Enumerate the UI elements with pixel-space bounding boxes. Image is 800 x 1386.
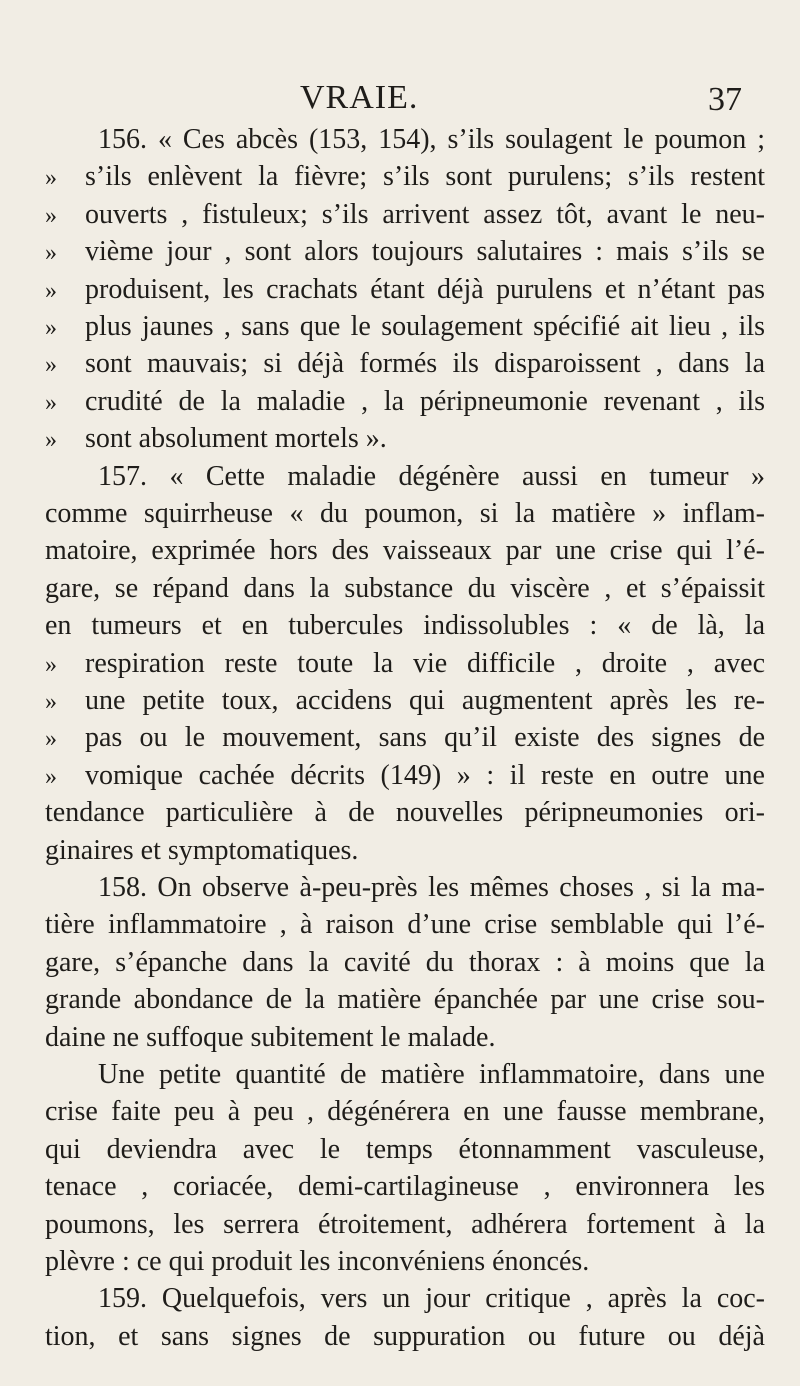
guillemet-mark: »: [45, 240, 57, 267]
text-line: [45, 159, 765, 195]
line-text: tenace , coriacée, demi-cartilagineuse , environnera les: [45, 1171, 765, 1203]
text-line: [45, 346, 765, 382]
guillemet-mark: »: [45, 763, 57, 790]
line-text: poumons, les serrera étroitement, adhérera fortement à la: [45, 1208, 765, 1240]
text-line: [45, 795, 765, 831]
guillemet-mark: »: [45, 427, 57, 454]
text-line: [98, 870, 765, 906]
running-title: VRAIE.: [300, 79, 419, 116]
guillemet-mark: »: [45, 352, 57, 379]
guillemet-mark: »: [45, 165, 57, 192]
guillemet-mark: »: [45, 651, 57, 678]
guillemet-mark: »: [45, 277, 57, 304]
text-line: [45, 309, 765, 345]
text-line: [45, 421, 765, 457]
line-text: gare, se répand dans la substance du viscère , et s’épaissit: [45, 572, 765, 604]
line-text: crudité de la maladie , la péripneumonie revenant , ils: [85, 385, 765, 417]
line-text: s’ils enlèvent la fièvre; s’ils sont purulens; s’ils restent: [85, 161, 765, 193]
guillemet-mark: »: [45, 689, 57, 715]
line-text: ginaires et symptomatiques.: [45, 834, 359, 866]
line-text: ouverts , fistuleux; s’ils arrivent assez tôt, avant le neu-: [85, 198, 765, 230]
text-line: [45, 907, 765, 943]
text-line: [98, 1281, 765, 1317]
line-text: pas ou le mouvement, sans qu’il existe des signes de: [85, 722, 765, 754]
text-line: [45, 720, 765, 756]
line-text: tion, et sans signes de suppuration ou future ou déjà: [45, 1320, 765, 1352]
line-text: 156. « Ces abcès (153, 154), s’ils soulagent le poumon ;: [98, 124, 765, 155]
text-line: [45, 496, 765, 532]
line-text: qui deviendra avec le temps étonnamment vasculeuse,: [45, 1133, 765, 1165]
text-line: [45, 533, 765, 569]
line-text: vomique cachée décrits (149) » : il reste en outre une: [85, 759, 765, 791]
text-line: [45, 833, 765, 869]
line-text: daine ne suffoque subitement le malade.: [45, 1021, 496, 1053]
text-line: [98, 1057, 765, 1093]
text-line: [45, 683, 765, 719]
line-text: Une petite quantité de matière inflammatoire, dans une: [98, 1059, 765, 1090]
text-line: [45, 945, 765, 981]
text-line: [45, 197, 765, 233]
line-text: 157. « Cette maladie dégénère aussi en tumeur »: [98, 460, 765, 492]
line-text: crise faite peu à peu , dégénérera en une fausse membrane,: [45, 1096, 765, 1128]
line-text: sont absolument mortels ».: [85, 423, 387, 455]
text-line: [45, 1020, 765, 1056]
line-text: plèvre : ce qui produit les inconvéniens énoncés.: [45, 1246, 590, 1277]
text-line: [45, 272, 765, 308]
text-line: [45, 384, 765, 420]
line-text: 159. Quelquefois, vers un jour critique , après la coc-: [98, 1283, 765, 1315]
line-text: plus jaunes , sans que le soulagement spécifié ait lieu , ils: [85, 311, 765, 342]
text-line: [45, 571, 765, 607]
line-text: respiration reste toute la vie difficile , droite , avec: [85, 647, 765, 679]
line-text: vième jour , sont alors toujours salutaires : mais s’ils se: [85, 236, 765, 268]
line-text: sont mauvais; si déjà formés ils disparoissent , dans la: [85, 348, 765, 380]
text-line: [45, 758, 765, 794]
text-line: [45, 1169, 765, 1205]
text-line: [98, 459, 765, 495]
text-line: [45, 1207, 765, 1243]
guillemet-mark: »: [45, 389, 57, 416]
guillemet-mark: »: [45, 315, 57, 341]
line-text: tière inflammatoire , à raison d’une crise semblable qui l’é-: [45, 909, 765, 941]
line-text: gare, s’épanche dans la cavité du thorax : à moins que la: [45, 946, 765, 978]
page-header: [0, 78, 800, 118]
guillemet-mark: »: [45, 202, 57, 229]
line-text: grande abondance de la matière épanchée par une crise sou-: [45, 984, 765, 1016]
text-line: [45, 608, 765, 644]
line-text: comme squirrheuse « du poumon, si la matière » inflam-: [45, 498, 765, 529]
text-line: [45, 1244, 765, 1280]
text-line: [45, 646, 765, 682]
line-text: produisent, les crachats étant déjà purulens et n’étant pas: [85, 273, 765, 305]
text-line: [45, 1094, 765, 1130]
line-text: 158. On observe à-peu-près les mêmes choses , si la ma-: [98, 872, 765, 903]
line-text: en tumeurs et en tubercules indissolubles : « de là, la: [45, 610, 765, 642]
text-line: [98, 122, 765, 158]
text-line: [45, 982, 765, 1018]
text-line: [45, 234, 765, 270]
page-number: 37: [708, 81, 742, 118]
line-text: matoire, exprimée hors des vaisseaux par une crise qui l’é-: [45, 535, 765, 567]
line-text: une petite toux, accidens qui augmentent après les re-: [85, 685, 765, 716]
text-line: [45, 1132, 765, 1168]
text-line: [45, 1319, 765, 1355]
guillemet-mark: »: [45, 726, 57, 753]
line-text: tendance particulière à de nouvelles péripneumonies ori-: [45, 797, 765, 829]
